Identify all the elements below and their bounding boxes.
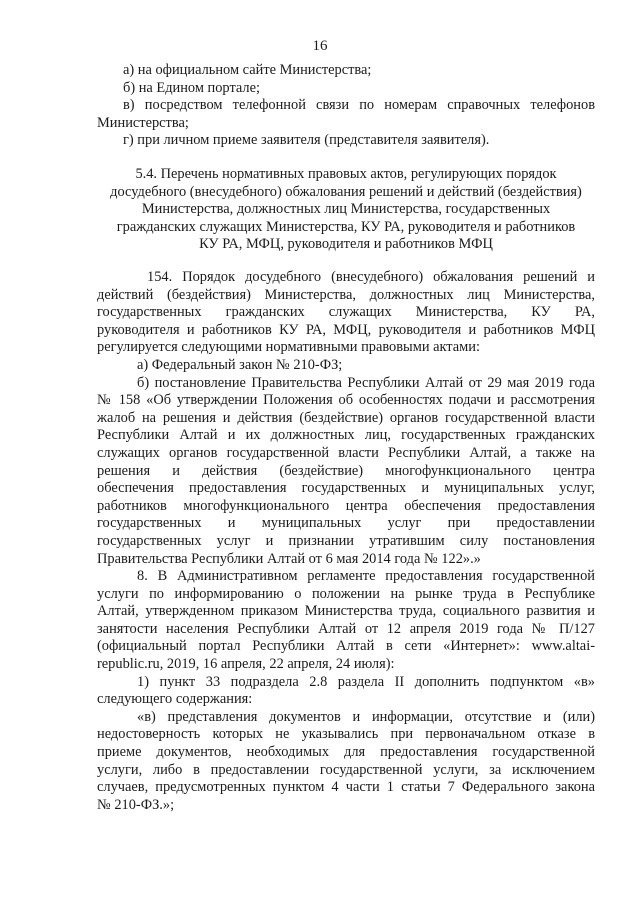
text-line: 1) пункт 33 подраздела 2.8 раздела II дополнить подпунктом «в» [137, 673, 595, 690]
text-line: Алтай, утвержденном приказом Министерства труда, социального развития и [97, 603, 595, 620]
paragraph-8 [97, 568, 595, 814]
text-line: № 210-ФЗ.»; [97, 796, 175, 813]
text-line: регулируется следующими нормативными правовыми актами: [97, 339, 480, 356]
text-line: Правительства Республики Алтай от 6 мая 2014 года № 122».» [97, 550, 481, 567]
text-line: недостоверность которых не указывались при первоначальном отказе в [97, 726, 595, 743]
list-item-cont: Министерства; [97, 114, 189, 131]
text-line: (официальный портал Республики Алтай в сети «Интернет»: www.altai- [97, 638, 595, 655]
text-line: republic.ru, 2019, 16 апреля, 22 апреля, 24 июля): [97, 655, 395, 672]
heading-line: 5.4. Перечень нормативных правовых актов, регулирующих порядок [135, 166, 557, 182]
text-line: государственных услуг и признании утратившим силу постановления [97, 532, 595, 549]
text-line: б) постановление Правительства Республики Алтай от 29 мая 2019 года [137, 374, 595, 391]
text-line: жалоб на решения и действия (бездействие) органов государственной власти [97, 409, 595, 426]
text-line: услуги, либо в предоставлении государственной услуги, за исключением [97, 761, 595, 778]
list-item: б) на Едином портале; [123, 79, 260, 96]
text-line: следующего содержания: [97, 691, 253, 708]
list-item: в) посредством телефонной связи по номерам справочных телефонов [123, 97, 595, 114]
paragraph-154 [97, 269, 595, 568]
text-line: приеме документов, необходимых для предоставления государственной [97, 743, 595, 760]
heading-line: Министерства, должностных лиц Министерства, государственных [141, 201, 551, 218]
text-line: занятости населения Республики Алтай от 12 апреля 2019 года № П/127 [97, 620, 595, 637]
heading-line: КУ РА, МФЦ, руководителя и работников МФЦ [199, 236, 493, 253]
list-item: а) на официальном сайте Министерства; [123, 62, 372, 78]
section-heading [97, 166, 595, 254]
list-item: г) при личном приеме заявителя (представителя заявителя). [123, 132, 490, 149]
text-line: решения и действия (бездействие) многофункционального центра [97, 462, 595, 479]
text-line: служащих органов государственной власти Республики Алтай, а также на [97, 444, 595, 461]
heading-line: гражданских служащих Министерства, КУ РА, руководителя и работников [116, 218, 576, 235]
text-line: а) Федеральный закон № 210-ФЗ; [137, 356, 343, 373]
text-line: № 158 «Об утверждении Положения об особенностях подачи и рассмотрения [97, 392, 595, 409]
text-line: «в) представления документов и информации, отсутствие и (или) [137, 708, 595, 725]
contact-methods-list [97, 62, 595, 150]
text-line: 154. Порядок досудебного (внесудебного) обжалования решений и [147, 269, 595, 285]
heading-line: досудебного (внесудебного) обжалования решений и действий (бездействия) [110, 183, 582, 200]
text-line: работников многофункционального центра обеспечения предоставления [97, 497, 595, 514]
text-line: случаев, предусмотренных пунктом 4 части 1 статьи 7 Федерального закона [97, 779, 595, 796]
text-line: действий (бездействия) Министерства, должностных лиц Министерства, [97, 286, 595, 303]
text-line: обеспечения предоставления государственных и муниципальных услуг, [97, 480, 595, 497]
text-line: услуги по информированию о положении на рынке труда в Республике [97, 585, 595, 602]
text-line: руководителя и работников КУ РА, МФЦ, руководителя и работников МФЦ [97, 321, 595, 338]
text-line: государственных и муниципальных услуг при предоставлении [97, 515, 595, 532]
text-line: государственных гражданских служащих Министерства, КУ РА, [97, 304, 595, 321]
page-number: 16 [312, 38, 328, 54]
text-line: 8. В Административном регламенте предоставления государственной [137, 568, 595, 584]
text-line: Республики Алтай и их должностных лиц, государственных гражданских [97, 427, 595, 444]
